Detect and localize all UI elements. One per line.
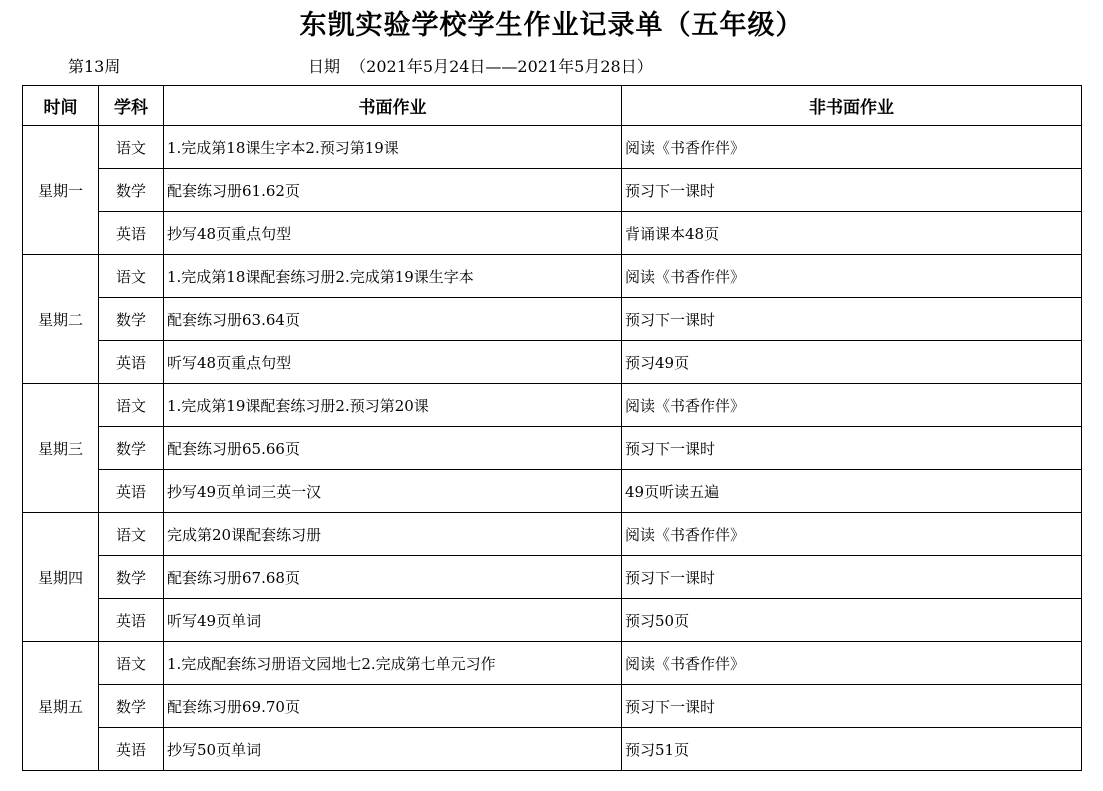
written-cell: 配套练习册63.64页 [164,298,622,341]
written-cell: 配套练习册67.68页 [164,556,622,599]
subject-cell: 英语 [99,599,164,642]
day-cell: 星期三 [23,384,99,513]
table-row [23,255,1082,298]
subject-cell: 数学 [99,427,164,470]
nonwritten-cell: 阅读《书香作伴》 [622,255,1082,298]
nonwritten-cell: 背诵课本48页 [622,212,1082,255]
nonwritten-cell: 49页听读五遍 [622,470,1082,513]
written-cell: 抄写49页单词三英一汉 [164,470,622,513]
written-cell: 配套练习册69.70页 [164,685,622,728]
nonwritten-cell: 阅读《书香作伴》 [622,642,1082,685]
table-row [23,728,1082,771]
table-row [23,126,1082,169]
written-cell: 配套练习册65.66页 [164,427,622,470]
header-subject: 学科 [99,86,164,126]
subject-cell: 语文 [99,642,164,685]
header-row [23,86,1082,126]
written-cell: 抄写50页单词 [164,728,622,771]
subject-cell: 数学 [99,298,164,341]
day-cell: 星期一 [23,126,99,255]
written-cell: 1.完成第18课配套练习册2.完成第19课生字本 [164,255,622,298]
nonwritten-cell: 预习下一课时 [622,169,1082,212]
header-nonwritten: 非书面作业 [622,86,1082,126]
table-row [23,298,1082,341]
subject-cell: 语文 [99,255,164,298]
table-row [23,513,1082,556]
nonwritten-cell: 阅读《书香作伴》 [622,126,1082,169]
table-row [23,212,1082,255]
subject-cell: 英语 [99,470,164,513]
nonwritten-cell: 预习下一课时 [622,685,1082,728]
table-row [23,470,1082,513]
written-cell: 配套练习册61.62页 [164,169,622,212]
subject-cell: 数学 [99,685,164,728]
table-row [23,685,1082,728]
written-cell: 抄写48页重点句型 [164,212,622,255]
nonwritten-cell: 预习49页 [622,341,1082,384]
written-cell: 1.完成第18课生字本2.预习第19课 [164,126,622,169]
subject-cell: 英语 [99,728,164,771]
nonwritten-cell: 阅读《书香作伴》 [622,384,1082,427]
homework-table [22,85,1082,771]
subject-cell: 英语 [99,341,164,384]
table-row [23,427,1082,470]
written-cell: 1.完成第19课配套练习册2.预习第20课 [164,384,622,427]
subject-cell: 数学 [99,169,164,212]
table-row [23,384,1082,427]
day-cell: 星期五 [23,642,99,771]
table-row [23,599,1082,642]
nonwritten-cell: 预习下一课时 [622,427,1082,470]
nonwritten-cell: 预习下一课时 [622,298,1082,341]
written-cell: 完成第20课配套练习册 [164,513,622,556]
subject-cell: 语文 [99,513,164,556]
nonwritten-cell: 预习下一课时 [622,556,1082,599]
date-range: 日期 （2021年5月24日——2021年5月28日） [308,57,653,76]
day-cell: 星期二 [23,255,99,384]
subject-cell: 语文 [99,126,164,169]
header-time: 时间 [23,86,99,126]
table-row [23,642,1082,685]
table-row [23,556,1082,599]
subject-cell: 语文 [99,384,164,427]
nonwritten-cell: 阅读《书香作伴》 [622,513,1082,556]
nonwritten-cell: 预习50页 [622,599,1082,642]
written-cell: 听写48页重点句型 [164,341,622,384]
table-row [23,169,1082,212]
header-written: 书面作业 [164,86,622,126]
page-title: 东凯实验学校学生作业记录单（五年级） [299,10,804,41]
written-cell: 听写49页单词 [164,599,622,642]
subject-cell: 数学 [99,556,164,599]
week-label: 第13周 [68,57,121,76]
nonwritten-cell: 预习51页 [622,728,1082,771]
table-row [23,341,1082,384]
subject-cell: 英语 [99,212,164,255]
day-cell: 星期四 [23,513,99,642]
written-cell: 1.完成配套练习册语文园地七2.完成第七单元习作 [164,642,622,685]
